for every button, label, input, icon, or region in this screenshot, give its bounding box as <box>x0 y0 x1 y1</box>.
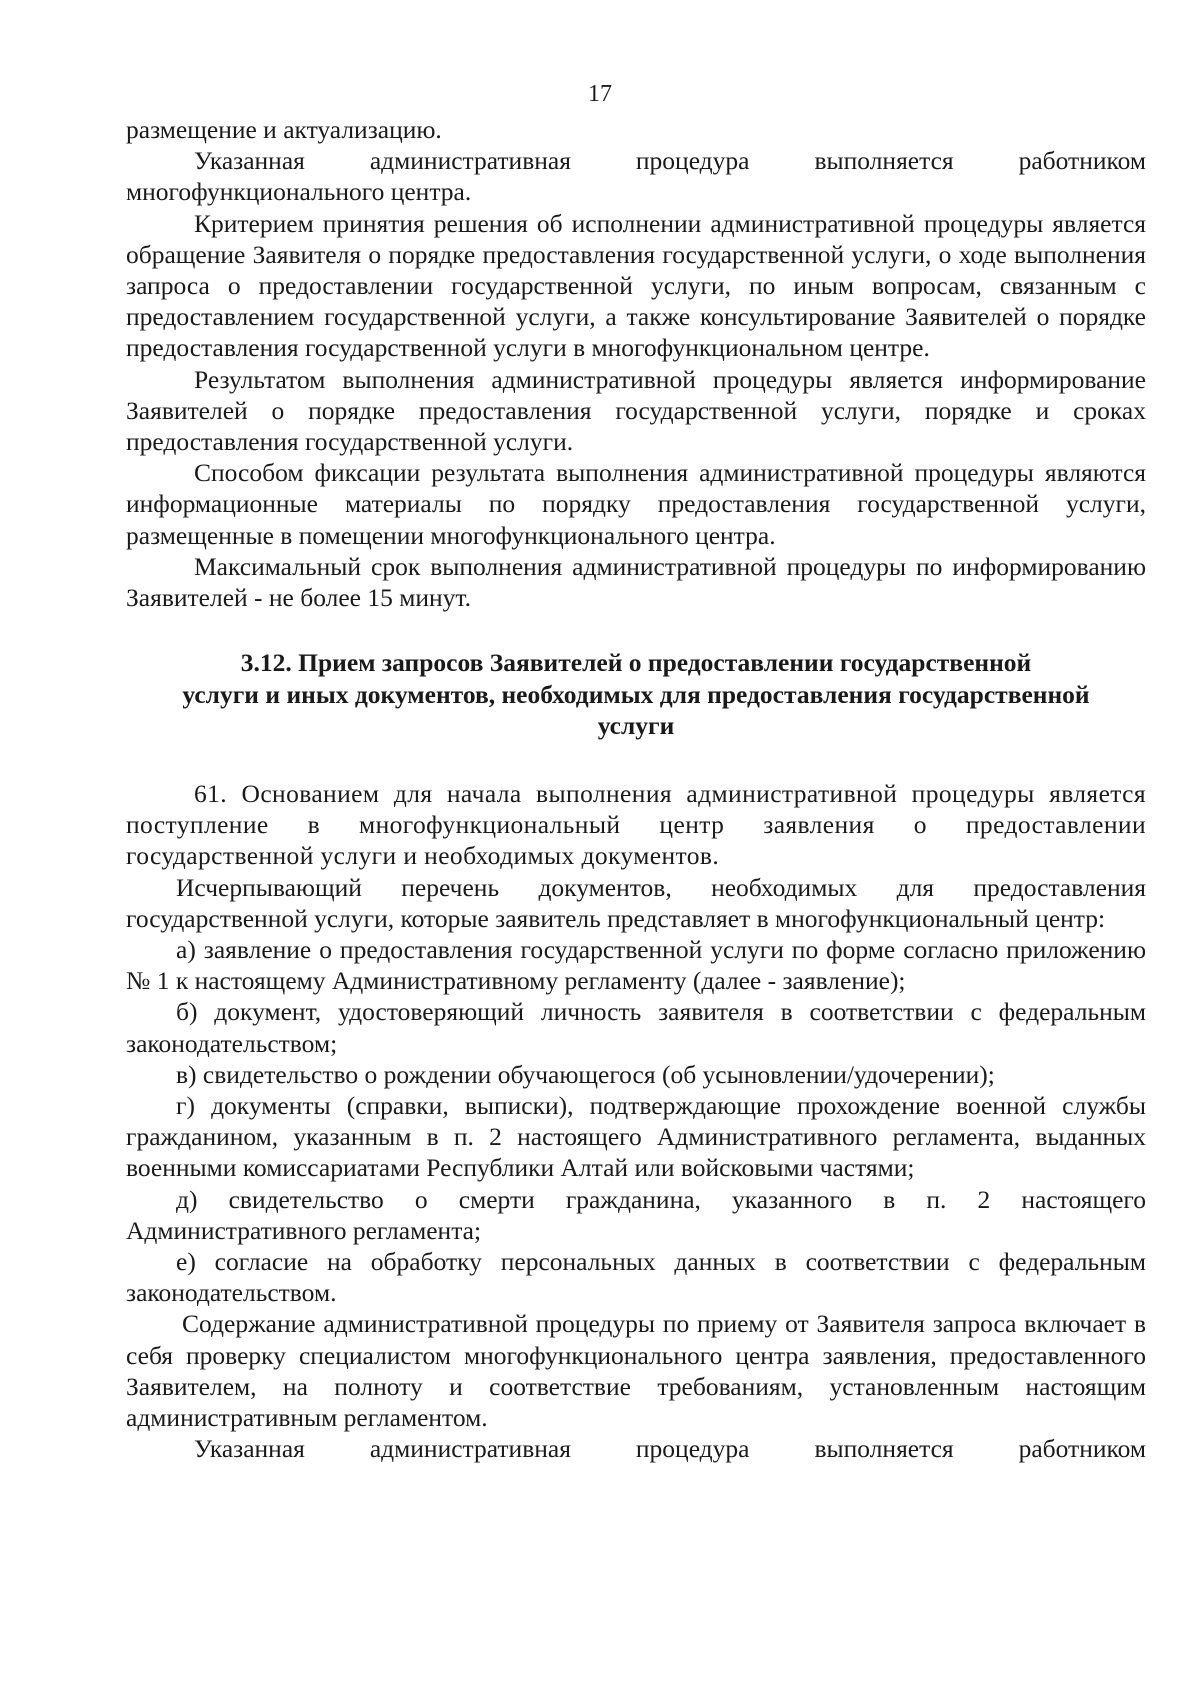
section-heading-line: услуги <box>597 711 675 741</box>
list-item-a: а) заявление о предоставления государственной услуги по форме согласно приложению № 1 к настоящему Административному регламенту (далее - заявление); <box>126 935 1146 996</box>
paragraph-max-time: Максимальный срок выполнения административной процедуры по информированию Заявителей - не более 15 минут. <box>126 551 1146 613</box>
paragraph-performer-final: Указанная административная процедура выполняется работником <box>194 1434 1146 1464</box>
paragraph-documents-list-intro: Исчерпывающий перечень документов, необходимых для предоставления государственной услуги, которые заявитель представляет в многофункциональный центр: <box>126 872 1146 933</box>
document-body <box>126 114 1146 1465</box>
paragraph-61-basis: 61. Основанием для начала выполнения административной процедуры является поступление в многофункциональный центр заявления о предоставлении государственной услуги и необходимых документов. <box>126 779 1146 871</box>
list-item-v: в) свидетельство о рождении обучающегося (об усыновлении/удочерении); <box>176 1059 995 1089</box>
paragraph-decision-criterion: Критерием принятия решения об исполнении административной процедуры является обращение Заявителя о порядке предоставления государственной услуги, о ходе выполнения запроса о предоставлении государственной услуги, по иным вопросам, связанным с предоставлением государственной услуги, а также консультирование Заявителей о порядке предоставления государственной услуги в многофункциональном центре. <box>126 208 1146 363</box>
paragraph-procedure-content: Содержание административной процедуры по приему от Заявителя запроса включает в себя проверку специалистом многофункционального центра заявления, предоставленного Заявителем, на полноту и соответствие требованиям, установленным настоящим административным регламентом. <box>126 1309 1146 1433</box>
paragraph-continuation: размещение и актуализацию. <box>126 115 442 144</box>
paragraph-fixation-method: Способом фиксации результата выполнения административной процедуры являются информационные материалы по порядку предоставления государственной услуги, размещенные в помещении многофункционального центра. <box>126 458 1146 550</box>
section-heading-3-12 <box>126 647 1146 742</box>
section-heading-line: услуги и иных документов, необходимых для предоставления государственной <box>182 679 1090 709</box>
list-item-d: д) свидетельство о смерти гражданина, указанного в п. 2 настоящего Административного регламента; <box>126 1184 1146 1245</box>
section-heading-line: 3.12. Прием запросов Заявителей о предоставлении государственной <box>240 648 1032 678</box>
page-number: 17 <box>588 81 612 107</box>
paragraph-performer: Указанная административная процедура выполняется работником многофункционального центра. <box>126 146 1146 207</box>
list-item-b: б) документ, удостоверяющий личность заявителя в соответствии с федеральным законодательством; <box>126 997 1146 1058</box>
list-item-g: г) документы (справки, выписки), подтверждающие прохождение военной службы гражданином, указанным в п. 2 настоящего Административного регламента, выданных военными комиссариатами Республики Алтай или войсковыми частями; <box>126 1091 1146 1183</box>
list-item-e: е) согласие на обработку персональных данных в соответствии с федеральным законодательством. <box>126 1247 1146 1308</box>
paragraph-result: Результатом выполнения административной процедуры является информирование Заявителей о порядке предоставления государственной услуги, порядке и сроках предоставления государственной услуги. <box>126 364 1146 457</box>
